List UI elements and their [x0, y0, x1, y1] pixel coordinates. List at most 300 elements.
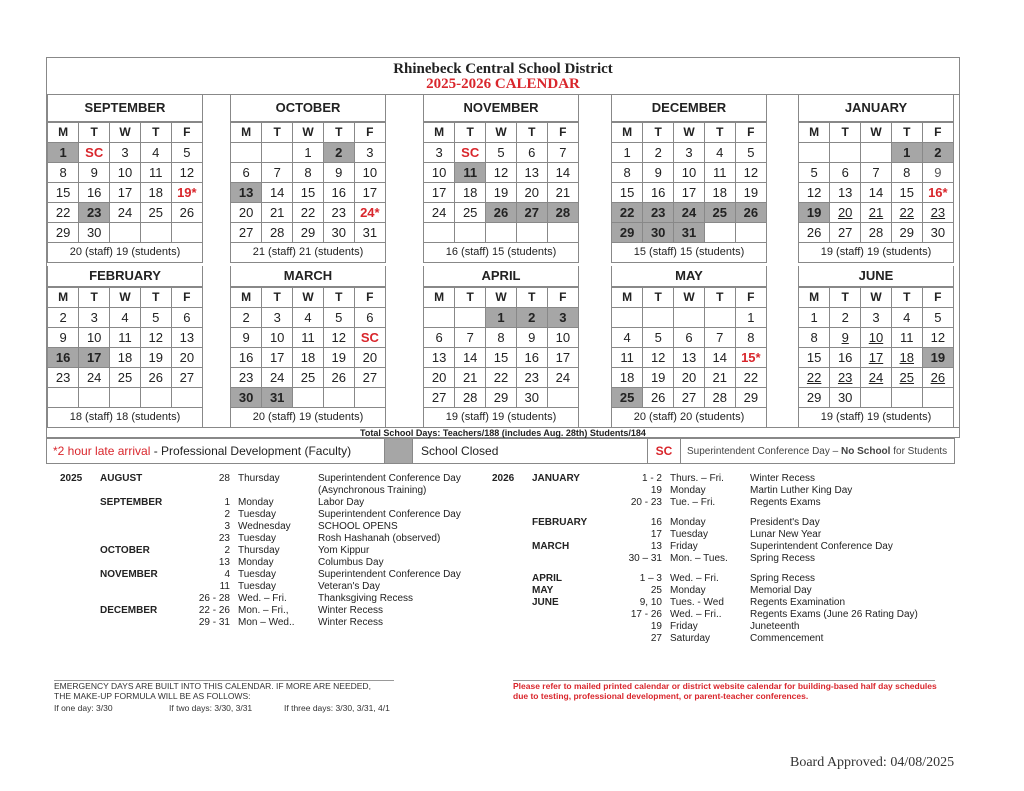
day-cell: 15	[612, 183, 643, 203]
day-number: 18	[899, 350, 915, 365]
weekday-header: M	[424, 288, 455, 308]
event-date: 13	[650, 541, 662, 552]
day-cell: 27	[171, 368, 202, 388]
day-cell: 22	[486, 368, 517, 388]
day-cell: 8	[735, 328, 766, 348]
day-cell: 25	[140, 203, 171, 223]
weekday-header: W	[674, 123, 705, 143]
day-cell-closed: 30	[643, 223, 674, 243]
day-cell: 18	[612, 368, 643, 388]
day-cell: 18	[140, 183, 171, 203]
event-weekday: Mon. – Tues.	[670, 553, 728, 564]
month-name: DECEMBER	[612, 94, 766, 122]
day-cell: 17	[424, 183, 455, 203]
week-row	[424, 183, 578, 203]
day-cell-closed: 19	[799, 203, 830, 223]
legend-late-arrival	[47, 439, 385, 463]
event-month	[532, 553, 617, 565]
day-cell-empty	[424, 223, 455, 243]
day-cell: 12	[171, 163, 202, 183]
day-cell-empty	[140, 223, 171, 243]
day-cell: 5	[486, 143, 517, 163]
day-cell: 3	[861, 308, 892, 328]
day-cell: 6	[231, 163, 262, 183]
day-cell-exam	[830, 368, 861, 388]
weekday-header: T	[262, 123, 293, 143]
event-month	[532, 485, 617, 497]
day-cell: 14	[547, 163, 578, 183]
day-cell-closed: 26	[735, 203, 766, 223]
day-cell: 10	[424, 163, 455, 183]
day-cell: 15	[891, 183, 922, 203]
day-cell: 19	[486, 183, 517, 203]
weekday-header: M	[48, 288, 79, 308]
week-row	[231, 368, 385, 388]
day-number: 22	[899, 205, 915, 220]
event-month: APRIL	[532, 573, 562, 584]
day-cell-closed: 31	[262, 388, 293, 408]
week-row	[424, 203, 578, 223]
day-cell: 13	[516, 163, 547, 183]
week-row	[424, 388, 578, 408]
weekday-header: M	[231, 123, 262, 143]
day-cell: 14	[262, 183, 293, 203]
weekday-header: F	[547, 123, 578, 143]
day-cell: 11	[891, 328, 922, 348]
day-cell: 30	[79, 223, 110, 243]
legend-late-arrival-label: *2 hour late arrival	[53, 444, 151, 458]
event-date: 27	[650, 633, 662, 644]
event-month	[532, 621, 617, 633]
day-cell: 23	[231, 368, 262, 388]
event-row	[492, 633, 950, 645]
week-row	[799, 163, 953, 183]
weekday-header: F	[354, 288, 385, 308]
day-cell: 21	[704, 368, 735, 388]
day-cell: 18	[455, 183, 486, 203]
event-description: Winter Recess	[750, 473, 816, 484]
event-description: SCHOOL OPENS	[318, 521, 398, 532]
day-cell-empty	[547, 388, 578, 408]
day-cell: 12	[799, 183, 830, 203]
event-row	[60, 485, 518, 497]
month-september	[47, 94, 203, 263]
event-row	[492, 609, 950, 621]
month-day-count: 16 (staff) 15 (students)	[424, 243, 578, 263]
day-cell: 3	[424, 143, 455, 163]
day-cell: 7	[704, 328, 735, 348]
event-weekday: Thursday	[238, 545, 280, 556]
month-day-count: 19 (staff) 19 (students)	[799, 243, 953, 263]
day-cell-late-arrival: 15*	[735, 348, 766, 368]
week-row	[799, 368, 953, 388]
day-cell: 10	[674, 163, 705, 183]
event-row	[492, 585, 950, 597]
event-weekday: Tuesday	[238, 509, 276, 520]
event-month: OCTOBER	[100, 545, 150, 556]
month-name: MAY	[612, 266, 766, 287]
day-cell-closed: 2	[516, 308, 547, 328]
event-description: Rosh Hashanah (observed)	[318, 533, 441, 544]
weekday-header: T	[891, 123, 922, 143]
day-cell: 26	[323, 368, 354, 388]
day-cell: 4	[612, 328, 643, 348]
day-cell: 27	[354, 368, 385, 388]
day-cell-closed: 3	[547, 308, 578, 328]
day-cell: 13	[424, 348, 455, 368]
day-cell: 7	[547, 143, 578, 163]
weekday-header: T	[455, 123, 486, 143]
day-cell: 29	[486, 388, 517, 408]
week-row	[612, 368, 766, 388]
week-row	[799, 328, 953, 348]
day-cell: 6	[354, 308, 385, 328]
day-cell: 15	[486, 348, 517, 368]
emergency-option-1: If one day: 3/30	[54, 703, 113, 713]
event-row	[60, 545, 518, 557]
day-cell: 23	[323, 203, 354, 223]
event-date: 2	[224, 545, 230, 556]
day-cell: 4	[891, 308, 922, 328]
day-cell-empty	[455, 223, 486, 243]
week-row	[612, 183, 766, 203]
day-cell-closed: 23	[643, 203, 674, 223]
day-cell: 23	[48, 368, 79, 388]
week-row	[612, 143, 766, 163]
weekday-header: M	[612, 288, 643, 308]
event-month	[100, 521, 185, 533]
day-cell: 19	[735, 183, 766, 203]
month-march	[230, 266, 386, 428]
day-cell: 5	[171, 143, 202, 163]
event-month: NOVEMBER	[100, 569, 158, 580]
event-date: 17	[650, 529, 662, 540]
board-approved: Board Approved: 04/08/2025	[790, 755, 955, 770]
event-weekday: Mon – Wed..	[238, 617, 295, 628]
week-row	[231, 203, 385, 223]
event-weekday: Monday	[238, 497, 274, 508]
day-cell: 13	[674, 348, 705, 368]
week-row	[612, 388, 766, 408]
event-weekday: Wed. – Fri.	[238, 593, 287, 604]
day-cell: 19	[140, 348, 171, 368]
day-cell: 11	[293, 328, 324, 348]
legend-sc-desc-2: for Students	[890, 445, 948, 457]
event-month: AUGUST	[100, 473, 143, 484]
day-cell-empty	[455, 308, 486, 328]
weekday-header: T	[262, 288, 293, 308]
day-cell: 4	[293, 308, 324, 328]
day-cell-empty	[922, 388, 953, 408]
event-year	[60, 509, 100, 521]
event-row	[60, 521, 518, 533]
day-cell-empty	[643, 308, 674, 328]
weekday-header: T	[891, 288, 922, 308]
day-cell: 10	[262, 328, 293, 348]
day-cell: 8	[799, 328, 830, 348]
day-cell-closed: 31	[674, 223, 705, 243]
week-row	[48, 368, 202, 388]
day-number: 25	[899, 370, 915, 385]
day-cell: 20	[674, 368, 705, 388]
event-year	[492, 573, 532, 585]
day-cell: 12	[486, 163, 517, 183]
week-row	[799, 143, 953, 163]
day-cell-exam	[799, 368, 830, 388]
events-list-2026	[492, 473, 950, 645]
day-cell: 22	[293, 203, 324, 223]
event-description: Thanksgiving Recess	[318, 593, 414, 604]
day-cell-closed: 26	[486, 203, 517, 223]
day-cell-empty	[48, 388, 79, 408]
event-date: 4	[224, 569, 230, 580]
day-cell-closed: 1	[486, 308, 517, 328]
week-row	[231, 348, 385, 368]
weekday-header: T	[830, 288, 861, 308]
weekday-header: W	[293, 288, 324, 308]
day-cell: 7	[861, 163, 892, 183]
event-month	[532, 529, 617, 541]
event-date: 25	[650, 585, 662, 596]
week-row	[799, 223, 953, 243]
day-cell: 13	[171, 328, 202, 348]
month-name: NOVEMBER	[424, 94, 578, 122]
event-month: MAY	[532, 585, 554, 596]
event-year	[60, 557, 100, 569]
day-cell: 18	[110, 348, 141, 368]
day-cell: 14	[704, 348, 735, 368]
event-date: 19	[650, 621, 662, 632]
day-number: 21	[868, 205, 884, 220]
day-cell: 29	[48, 223, 79, 243]
day-cell-closed: 1	[891, 143, 922, 163]
day-cell: 22	[48, 203, 79, 223]
day-cell: 28	[262, 223, 293, 243]
month-day-count: 15 (staff) 15 (students)	[612, 243, 766, 263]
event-row	[60, 557, 518, 569]
day-cell-empty	[674, 308, 705, 328]
event-month	[100, 533, 185, 545]
event-date: 11	[219, 581, 230, 592]
day-number: 23	[837, 370, 853, 385]
day-cell: 21	[547, 183, 578, 203]
event-year	[60, 569, 100, 581]
week-row	[424, 143, 578, 163]
day-cell: 29	[293, 223, 324, 243]
weekday-header: M	[612, 123, 643, 143]
emergency-line-2: THE MAKE-UP FORMULA WILL BE AS FOLLOWS:	[54, 691, 251, 701]
half-day-note: Please refer to mailed printed calendar or district website calendar for building-based half day schedules due to testing, professional development, or parent-teacher conferences.	[513, 681, 937, 701]
month-may	[611, 266, 767, 428]
week-row	[48, 388, 202, 408]
day-cell-closed: 13	[231, 183, 262, 203]
week-row	[48, 163, 202, 183]
weekday-header: T	[455, 288, 486, 308]
day-cell: 6	[171, 308, 202, 328]
day-cell: 3	[674, 143, 705, 163]
event-month: DECEMBER	[100, 605, 158, 616]
event-description: (Asynchronous Training)	[318, 485, 427, 496]
day-cell: 9	[323, 163, 354, 183]
day-cell-empty	[262, 143, 293, 163]
weekday-header: T	[643, 288, 674, 308]
day-cell: 20	[516, 183, 547, 203]
event-weekday: Tuesday	[238, 533, 276, 544]
day-cell: 27	[674, 388, 705, 408]
day-number: 9	[841, 330, 849, 345]
event-row	[60, 473, 518, 485]
day-cell-empty	[612, 308, 643, 328]
weekday-header: F	[547, 288, 578, 308]
day-cell-exam	[891, 368, 922, 388]
closed-swatch	[385, 439, 413, 463]
day-cell-exam	[861, 203, 892, 223]
event-description: Superintendent Conference Day	[318, 509, 461, 520]
day-cell-superintendent-conference: SC	[354, 328, 385, 348]
weekday-header: T	[704, 123, 735, 143]
day-cell: 20	[231, 203, 262, 223]
event-date: 1 - 2	[641, 473, 662, 484]
event-row	[60, 617, 518, 629]
event-description: Veteran's Day	[318, 581, 380, 592]
day-cell: 11	[704, 163, 735, 183]
event-year	[60, 497, 100, 509]
event-year	[492, 517, 532, 529]
day-cell: 30	[922, 223, 953, 243]
event-date: 3	[224, 521, 230, 532]
day-cell-exam	[891, 348, 922, 368]
day-cell: 25	[293, 368, 324, 388]
day-cell: 4	[704, 143, 735, 163]
event-date: 22 - 26	[198, 605, 230, 616]
day-cell: 9	[922, 163, 953, 183]
week-row	[231, 308, 385, 328]
day-cell: 15	[293, 183, 324, 203]
day-cell: 9	[516, 328, 547, 348]
event-weekday: Mon. – Fri.,	[238, 605, 289, 616]
week-row	[231, 388, 385, 408]
day-cell: 26	[799, 223, 830, 243]
event-row	[492, 473, 950, 485]
day-cell-empty	[861, 143, 892, 163]
week-row	[231, 143, 385, 163]
month-day-count: 18 (staff) 18 (students)	[48, 408, 202, 428]
day-cell-closed: 19	[922, 348, 953, 368]
day-cell-empty	[293, 388, 324, 408]
event-weekday: Tuesday	[238, 569, 276, 580]
day-cell: 24	[547, 368, 578, 388]
day-cell-empty	[110, 388, 141, 408]
event-month	[100, 593, 185, 605]
day-cell: 16	[830, 348, 861, 368]
weekday-header: W	[861, 123, 892, 143]
event-row	[492, 553, 950, 565]
event-date: 1	[224, 497, 230, 508]
week-row	[231, 328, 385, 348]
event-year	[60, 617, 100, 629]
event-description: Lunar New Year	[750, 529, 822, 540]
day-cell: 14	[861, 183, 892, 203]
weekday-header: F	[735, 123, 766, 143]
day-cell: 1	[612, 143, 643, 163]
day-cell-empty	[354, 388, 385, 408]
week-row	[612, 328, 766, 348]
day-cell: 10	[354, 163, 385, 183]
event-date: 30 – 31	[628, 553, 662, 564]
event-month	[532, 633, 617, 645]
day-cell: 3	[354, 143, 385, 163]
event-weekday: Wed. – Fri..	[670, 609, 722, 620]
day-cell: 28	[455, 388, 486, 408]
event-row	[60, 569, 518, 581]
day-cell: 28	[861, 223, 892, 243]
event-date	[185, 485, 238, 497]
day-cell: 26	[171, 203, 202, 223]
day-cell: 22	[735, 368, 766, 388]
event-weekday: Friday	[670, 621, 698, 632]
day-cell: 6	[674, 328, 705, 348]
event-date: 17 - 26	[630, 609, 662, 620]
day-cell-closed: 16	[48, 348, 79, 368]
day-cell: 11	[140, 163, 171, 183]
month-name: SEPTEMBER	[48, 94, 202, 122]
calendar-title: 2025-2026 CALENDAR	[426, 76, 580, 92]
day-cell: 12	[140, 328, 171, 348]
day-cell-exam	[861, 368, 892, 388]
month-day-count: 21 (staff) 21 (students)	[231, 243, 385, 263]
event-month	[100, 581, 185, 593]
day-cell-exam	[922, 368, 953, 388]
day-cell: 19	[323, 348, 354, 368]
event-year	[492, 497, 532, 509]
weekday-header: T	[140, 123, 171, 143]
event-weekday: Wed. – Fri.	[670, 573, 719, 584]
day-cell-empty	[424, 308, 455, 328]
day-cell: 17	[547, 348, 578, 368]
event-year	[492, 597, 532, 609]
day-cell-exam	[861, 328, 892, 348]
event-year	[60, 521, 100, 533]
day-cell: 29	[891, 223, 922, 243]
day-cell-closed: 2	[922, 143, 953, 163]
event-row	[492, 541, 950, 553]
event-weekday: Monday	[670, 585, 706, 596]
day-cell-empty	[323, 388, 354, 408]
event-year	[492, 609, 532, 621]
week-row	[231, 223, 385, 243]
weekday-header: F	[171, 288, 202, 308]
event-row	[60, 533, 518, 545]
day-cell-empty	[110, 223, 141, 243]
day-cell: 24	[262, 368, 293, 388]
day-cell-empty	[830, 143, 861, 163]
day-cell-empty	[799, 143, 830, 163]
month-name: OCTOBER	[231, 94, 385, 122]
day-cell-empty	[704, 223, 735, 243]
day-cell: 15	[48, 183, 79, 203]
weekday-header: F	[354, 123, 385, 143]
day-cell: 15	[799, 348, 830, 368]
day-cell: 16	[79, 183, 110, 203]
event-year	[60, 533, 100, 545]
event-row	[60, 581, 518, 593]
day-cell: 16	[643, 183, 674, 203]
day-cell: 12	[922, 328, 953, 348]
weekday-header: T	[516, 123, 547, 143]
day-cell: 30	[516, 388, 547, 408]
day-cell: 26	[643, 388, 674, 408]
day-cell-empty	[171, 388, 202, 408]
